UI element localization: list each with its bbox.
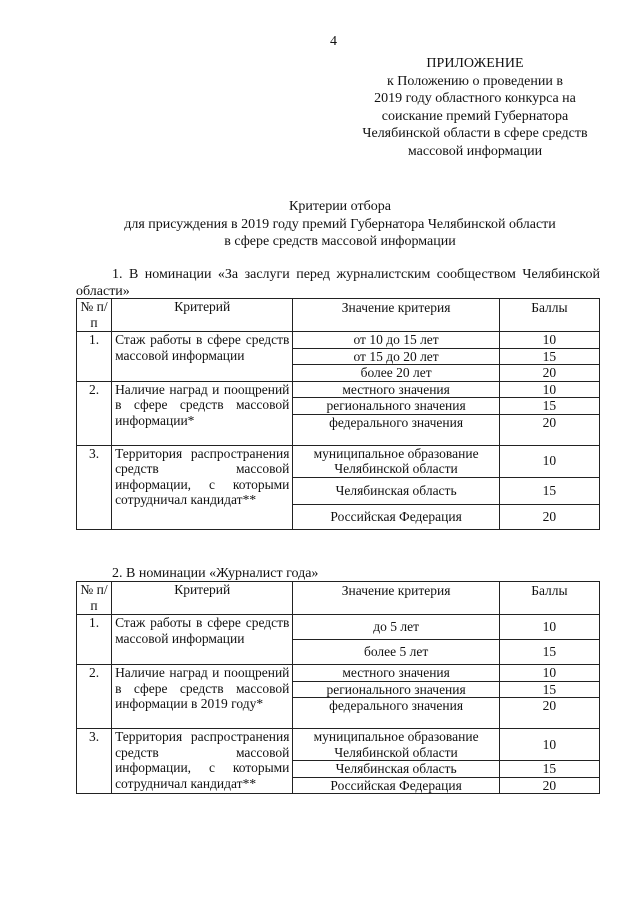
points-cell: 15 xyxy=(499,761,599,778)
criterion-cell: Наличие наград и поощрений в сфере средств массовой информации* xyxy=(112,381,293,445)
table-row xyxy=(77,332,600,349)
nomination-1-heading: 1. В номинации «За заслуги перед журналистским сообществом Челябинской области» xyxy=(76,267,600,299)
document-title xyxy=(70,198,610,251)
points-cell: 20 xyxy=(499,777,599,794)
row-number: 2. xyxy=(77,381,112,445)
criteria-table-1 xyxy=(76,298,600,530)
criterion-cell: Наличие наград и поощрений в сфере средств массовой информации в 2019 году* xyxy=(112,665,293,729)
title-line: для присуждения в 2019 году премий Губернатора Челябинской области xyxy=(124,216,556,232)
criterion-cell: Стаж работы в сфере средств массовой информации xyxy=(112,615,293,665)
points-cell: 20 xyxy=(499,504,599,529)
value-cell: муниципальное образование Челябинской области xyxy=(293,729,499,761)
points-cell: 15 xyxy=(499,398,599,415)
points-cell: 20 xyxy=(499,414,599,445)
table-row xyxy=(77,445,600,477)
value-cell: до 5 лет xyxy=(293,615,499,640)
value-cell: от 15 до 20 лет xyxy=(293,348,499,365)
header-criterion: Критерий xyxy=(112,299,293,332)
row-number: 1. xyxy=(77,332,112,382)
row-number: 3. xyxy=(77,445,112,529)
row-number: 2. xyxy=(77,665,112,729)
row-number: 3. xyxy=(77,729,112,794)
title-line: Критерии отбора xyxy=(289,199,391,214)
value-cell: Челябинская область xyxy=(293,477,499,504)
title-line: в сфере средств массовой информации xyxy=(224,234,456,249)
points-cell: 10 xyxy=(499,615,599,640)
points-cell: 15 xyxy=(499,348,599,365)
criterion-cell: Стаж работы в сфере средств массовой информации xyxy=(112,332,293,382)
value-cell: регионального значения xyxy=(293,398,499,415)
table-header-row xyxy=(77,582,600,615)
table-row xyxy=(77,665,600,682)
points-cell: 10 xyxy=(499,445,599,477)
header-value: Значение критерия xyxy=(293,582,499,615)
value-cell: от 10 до 15 лет xyxy=(293,332,499,349)
table-row xyxy=(77,381,600,398)
value-cell: Российская Федерация xyxy=(293,504,499,529)
value-cell: Российская Федерация xyxy=(293,777,499,794)
nomination-2-heading: 2. В номинации «Журналист года» xyxy=(112,566,319,581)
header-points: Баллы xyxy=(499,299,599,332)
points-cell: 10 xyxy=(499,729,599,761)
points-cell: 20 xyxy=(499,365,599,382)
appendix-block xyxy=(330,55,620,160)
appendix-line: Челябинской области в сфере средств xyxy=(362,126,588,141)
value-cell: более 20 лет xyxy=(293,365,499,382)
points-cell: 10 xyxy=(499,332,599,349)
header-no: № п/п xyxy=(77,582,112,615)
table-row xyxy=(77,615,600,640)
value-cell: муниципальное образование Челябинской области xyxy=(293,445,499,477)
appendix-line: соискание премий Губернатора xyxy=(381,108,569,124)
value-cell: федерального значения xyxy=(293,698,499,729)
value-cell: местного значения xyxy=(293,665,499,682)
header-value: Значение критерия xyxy=(293,299,499,332)
appendix-line: массовой информации xyxy=(407,143,543,159)
value-cell: регионального значения xyxy=(293,681,499,698)
value-cell: более 5 лет xyxy=(293,640,499,665)
points-cell: 20 xyxy=(499,698,599,729)
appendix-heading: ПРИЛОЖЕНИЕ xyxy=(426,56,524,71)
points-cell: 15 xyxy=(499,681,599,698)
value-cell: местного значения xyxy=(293,381,499,398)
criteria-table-2 xyxy=(76,581,600,794)
appendix-line: к Положению о проведении в xyxy=(387,73,563,89)
row-number: 1. xyxy=(77,615,112,665)
points-cell: 10 xyxy=(499,381,599,398)
header-points: Баллы xyxy=(499,582,599,615)
criterion-cell: Территория распространения средств массовой информации, с которыми сотрудничал кандидат** xyxy=(112,729,293,794)
table-row xyxy=(77,729,600,761)
points-cell: 10 xyxy=(499,665,599,682)
value-cell: Челябинская область xyxy=(293,761,499,778)
criterion-cell: Территория распространения средств массовой информации, с которыми сотрудничал кандидат** xyxy=(112,445,293,529)
value-cell: федерального значения xyxy=(293,414,499,445)
page-number: 4 xyxy=(330,34,337,49)
appendix-line: 2019 году областного конкурса на xyxy=(374,91,576,106)
table-header-row xyxy=(77,299,600,332)
header-criterion: Критерий xyxy=(112,582,293,615)
points-cell: 15 xyxy=(499,477,599,504)
points-cell: 15 xyxy=(499,640,599,665)
header-no: № п/п xyxy=(77,299,112,332)
